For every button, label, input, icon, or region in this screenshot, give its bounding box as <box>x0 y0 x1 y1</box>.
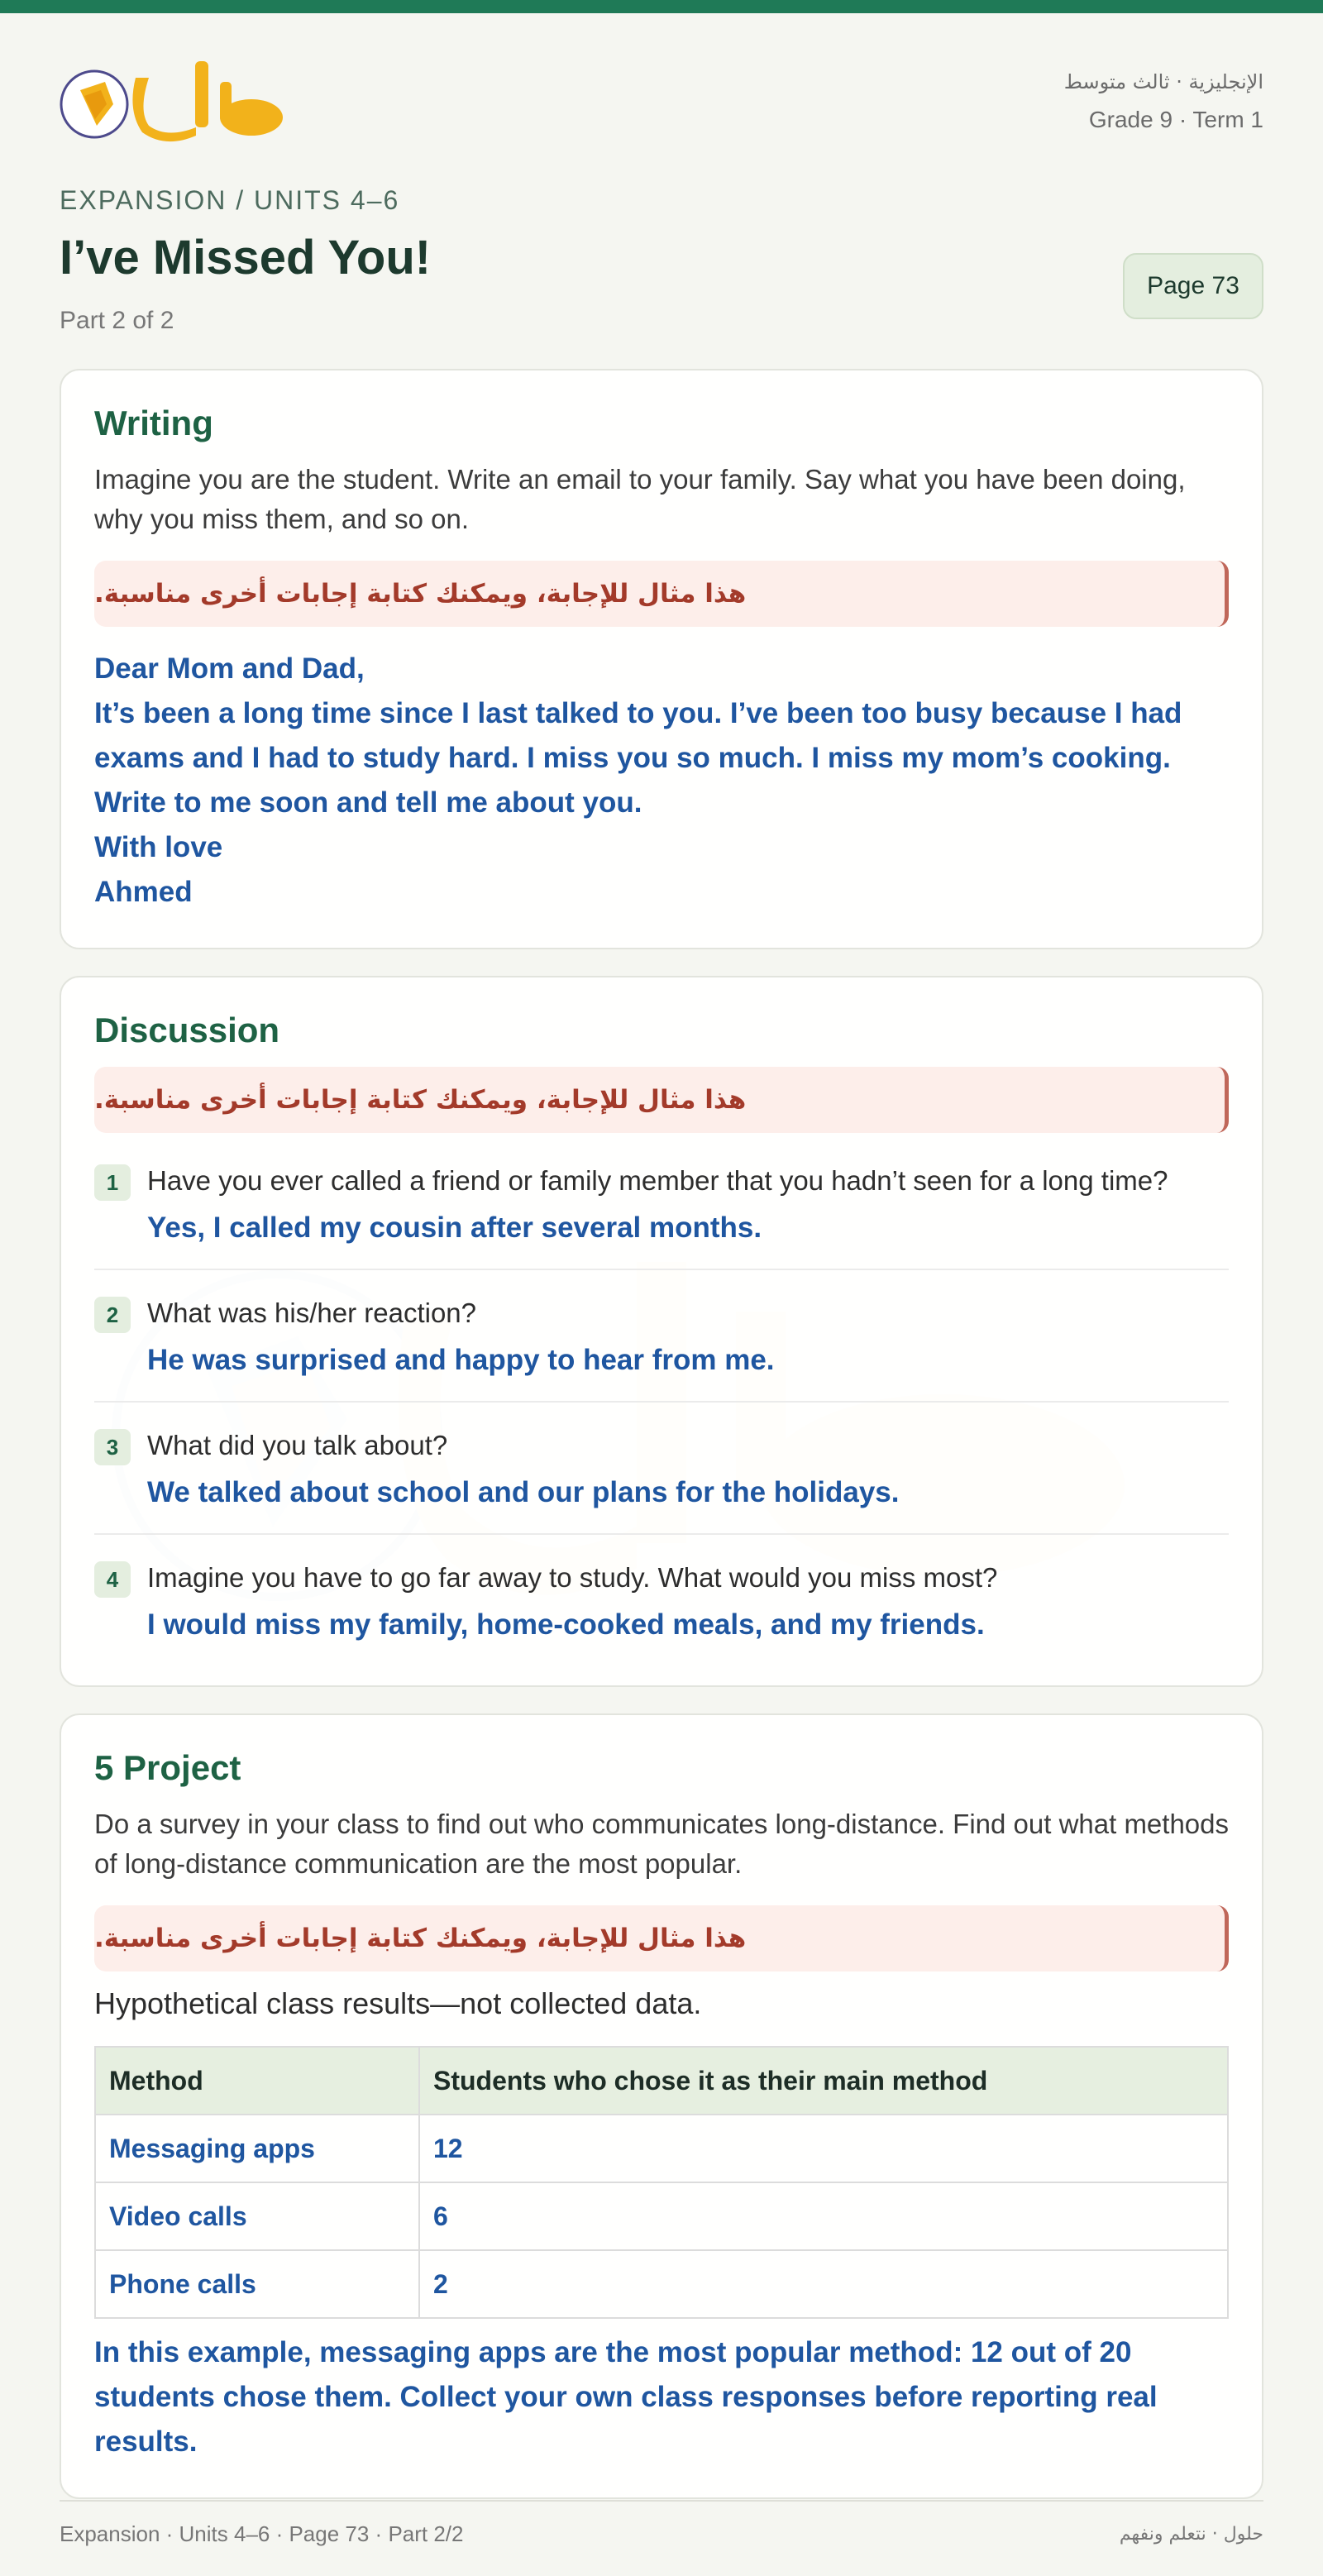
survey-table <box>94 2046 1229 2319</box>
email-signature: Ahmed <box>94 876 193 908</box>
method-cell: Messaging apps <box>95 2115 419 2182</box>
grade-term: Grade 9 · Term 1 <box>1088 107 1263 132</box>
answer-note: هذا مثال للإجابة، ويمكنك كتابة إجابات أخرى مناسبة. <box>94 1067 1229 1133</box>
question-answer: We talked about school and our plans for the holidays. <box>147 1476 900 1508</box>
question-text: What did you talk about? <box>147 1430 448 1460</box>
project-conclusion: In this example, messaging apps are the most popular method: 12 out of 20 students chose them. Collect your own class responses before reporting real results. <box>94 2336 1158 2458</box>
page-subtitle: Part 2 of 2 <box>60 307 174 334</box>
list-item <box>94 1270 1229 1403</box>
question-number: 2 <box>94 1297 131 1333</box>
column-header-count: Students who chose it as their main method <box>419 2047 1228 2115</box>
discussion-heading: Discussion <box>94 1011 280 1049</box>
question-text: Imagine you have to go far away to study. What would you miss most? <box>147 1562 998 1593</box>
footer-left: Expansion · Units 4–6 · Page 73 · Part 2/2 <box>60 2521 464 2546</box>
email-greeting: Dear Mom and Dad, <box>94 652 365 685</box>
page-title: I’ve Missed You! <box>60 231 432 284</box>
writing-instruction: Imagine you are the student. Write an email to your family. Say what you have been doing, why you miss them, and so on. <box>94 464 1186 534</box>
brand-logo <box>60 53 283 144</box>
writing-heading: Writing <box>94 404 213 442</box>
footer <box>60 2500 1263 2566</box>
question-text: Have you ever called a friend or family member that you hadn’t seen for a long time? <box>147 1165 1168 1196</box>
table-row <box>95 2115 1228 2182</box>
count-cell: 2 <box>419 2250 1228 2318</box>
answer-note: هذا مثال للإجابة، ويمكنك كتابة إجابات أخرى مناسبة. <box>94 561 1229 627</box>
header <box>60 13 1263 179</box>
page <box>0 13 1323 2576</box>
table-row <box>95 2182 1228 2250</box>
footer-right: حلول · نتعلم ونفهم <box>1119 2523 1263 2545</box>
question-number: 3 <box>94 1429 131 1465</box>
question-text: What was his/her reaction? <box>147 1298 477 1328</box>
section-kicker: EXPANSION / UNITS 4–6 <box>60 185 400 215</box>
subject-label-ar: الإنجليزية · ثالث متوسط <box>1063 70 1263 93</box>
column-header-method: Method <box>95 2047 419 2115</box>
table-header-row <box>95 2047 1228 2115</box>
question-number: 4 <box>94 1561 131 1598</box>
header-meta <box>1064 63 1263 139</box>
count-cell: 12 <box>419 2115 1228 2182</box>
list-item <box>94 1535 1229 1649</box>
question-number: 1 <box>94 1164 131 1201</box>
list-item <box>94 1403 1229 1535</box>
answer-note: هذا مثال للإجابة، ويمكنك كتابة إجابات أخرى مناسبة. <box>94 1905 1229 1971</box>
question-answer: Yes, I called my cousin after several months. <box>147 1212 762 1244</box>
project-card <box>60 1713 1263 2499</box>
hypothetical-disclaimer: Hypothetical class results—not collected data. <box>94 1986 702 2020</box>
count-cell: 6 <box>419 2182 1228 2250</box>
list-item <box>94 1138 1229 1270</box>
top-accent-bar <box>0 0 1323 13</box>
discussion-card <box>60 976 1263 1687</box>
table-row <box>95 2250 1228 2318</box>
project-heading: 5 Project <box>94 1748 241 1787</box>
email-closing: With love <box>94 831 223 863</box>
method-cell: Phone calls <box>95 2250 419 2318</box>
question-answer: I would miss my family, home-cooked meals, and my friends. <box>147 1608 985 1641</box>
project-instruction: Do a survey in your class to find out who communicates long-distance. Find out what methods of long-distance communication are the most popular. <box>94 1809 1230 1879</box>
email-body: It’s been a long time since I last talked to you. I’ve been too busy because I had exams and I had to study hard. I miss you so much. I miss my mom’s cooking. Write to me soon and tell me about you. <box>94 697 1182 819</box>
question-answer: He was surprised and happy to hear from me. <box>147 1344 775 1376</box>
title-area <box>60 179 1263 369</box>
method-cell: Video calls <box>95 2182 419 2250</box>
writing-card <box>60 369 1263 949</box>
email-answer <box>94 647 1229 915</box>
page-badge: Page 73 <box>1123 253 1263 319</box>
